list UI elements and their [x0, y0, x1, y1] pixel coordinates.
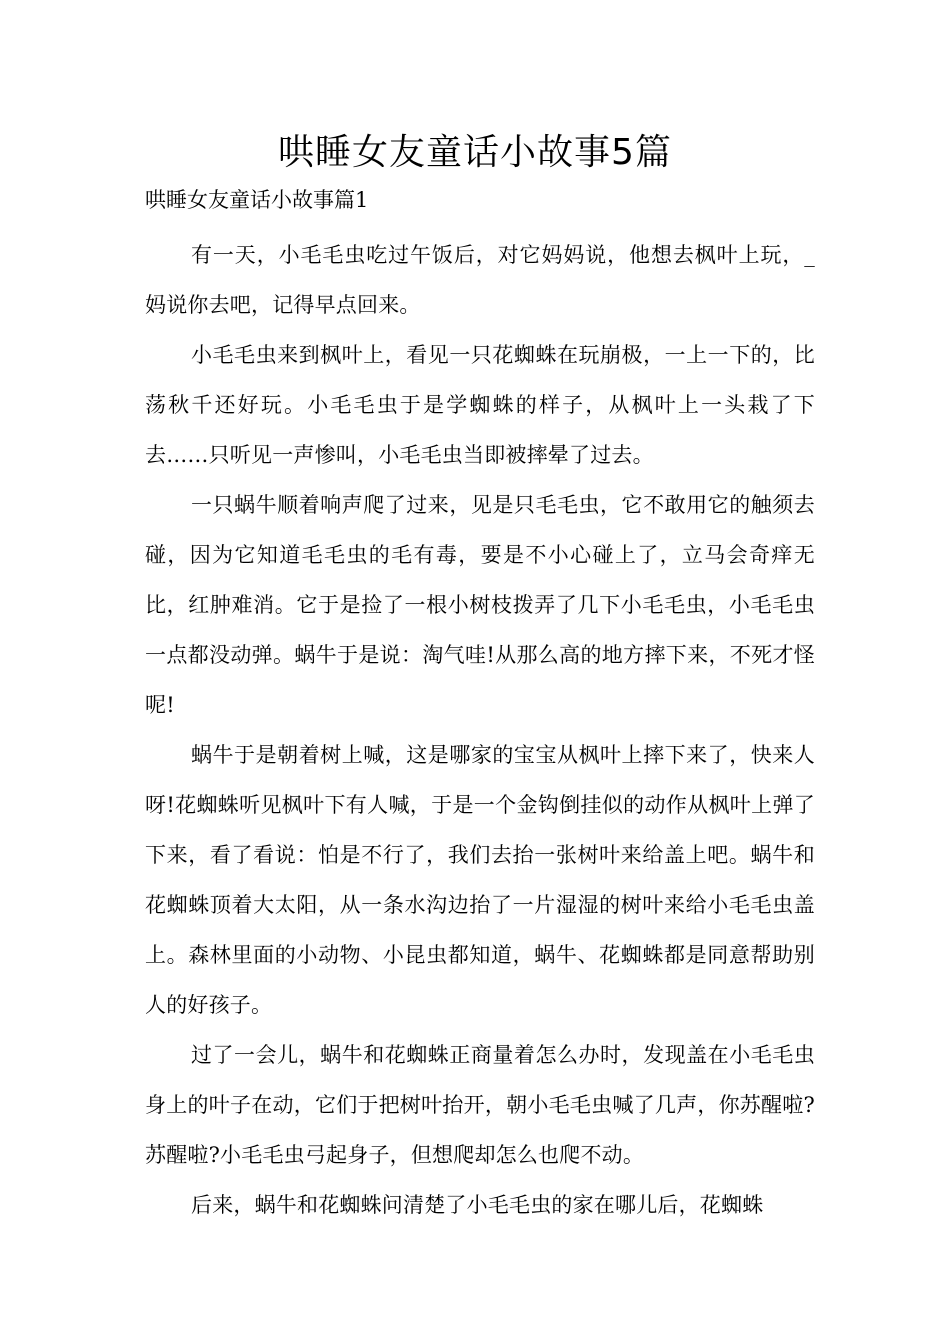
document-title: 哄睡女友童话小故事5篇	[278, 132, 672, 173]
section-heading: 哄睡女友童话小故事篇1	[145, 188, 369, 212]
paragraph-3: 一只蜗牛顺着响声爬了过来，见是只毛毛虫，它不敢用它的触须去碰，因为它知道毛毛虫的毛有毒，要是不小心碰上了，立马会奇痒无比，红肿难消。它于是捡了一根小树枝拨弄了几下小毛毛虫，小毛毛虫一点都没动弹。蜗牛于是说：淘气哇!从那么高的地方摔下来，不死才怪呢!	[145, 493, 815, 717]
paragraph-1: 有一天，小毛毛虫吃过午饭后，对它妈妈说，他想去枫叶上玩，_妈说你去吧，记得早点回来。	[145, 243, 815, 317]
paragraph-5: 过了一会儿，蜗牛和花蜘蛛正商量着怎么办时，发现盖在小毛毛虫身上的叶子在动，它们于把树叶抬开，朝小毛毛虫喊了几声，你苏醒啦?苏醒啦?小毛毛虫弓起身子，但想爬却怎么也爬不动。	[145, 1043, 815, 1167]
paragraph-6: 后来，蜗牛和花蜘蛛问清楚了小毛毛虫的家在哪儿后，花蜘蛛	[191, 1193, 764, 1217]
paragraph-4: 蜗牛于是朝着树上喊，这是哪家的宝宝从枫叶上摔下来了，快来人呀!花蜘蛛听见枫叶下有人喊，于是一个金钩倒挂似的动作从枫叶上弹了下来，看了看说：怕是不行了，我们去抬一张树叶来给盖上吧。蜗牛和花蜘蛛顶着大太阳，从一条水沟边抬了一片湿湿的树叶来给小毛毛虫盖上。森林里面的小动物、小昆虫都知道，蜗牛、花蜘蛛都是同意帮助别人的好孩子。	[145, 743, 815, 1017]
document-body	[145, 230, 815, 1230]
paragraph-2: 小毛毛虫来到枫叶上，看见一只花蜘蛛在玩崩极，一上一下的，比荡秋千还好玩。小毛毛虫于是学蜘蛛的样子，从枫叶上一头栽了下去……只听见一声惨叫，小毛毛虫当即被摔晕了过去。	[145, 343, 815, 467]
